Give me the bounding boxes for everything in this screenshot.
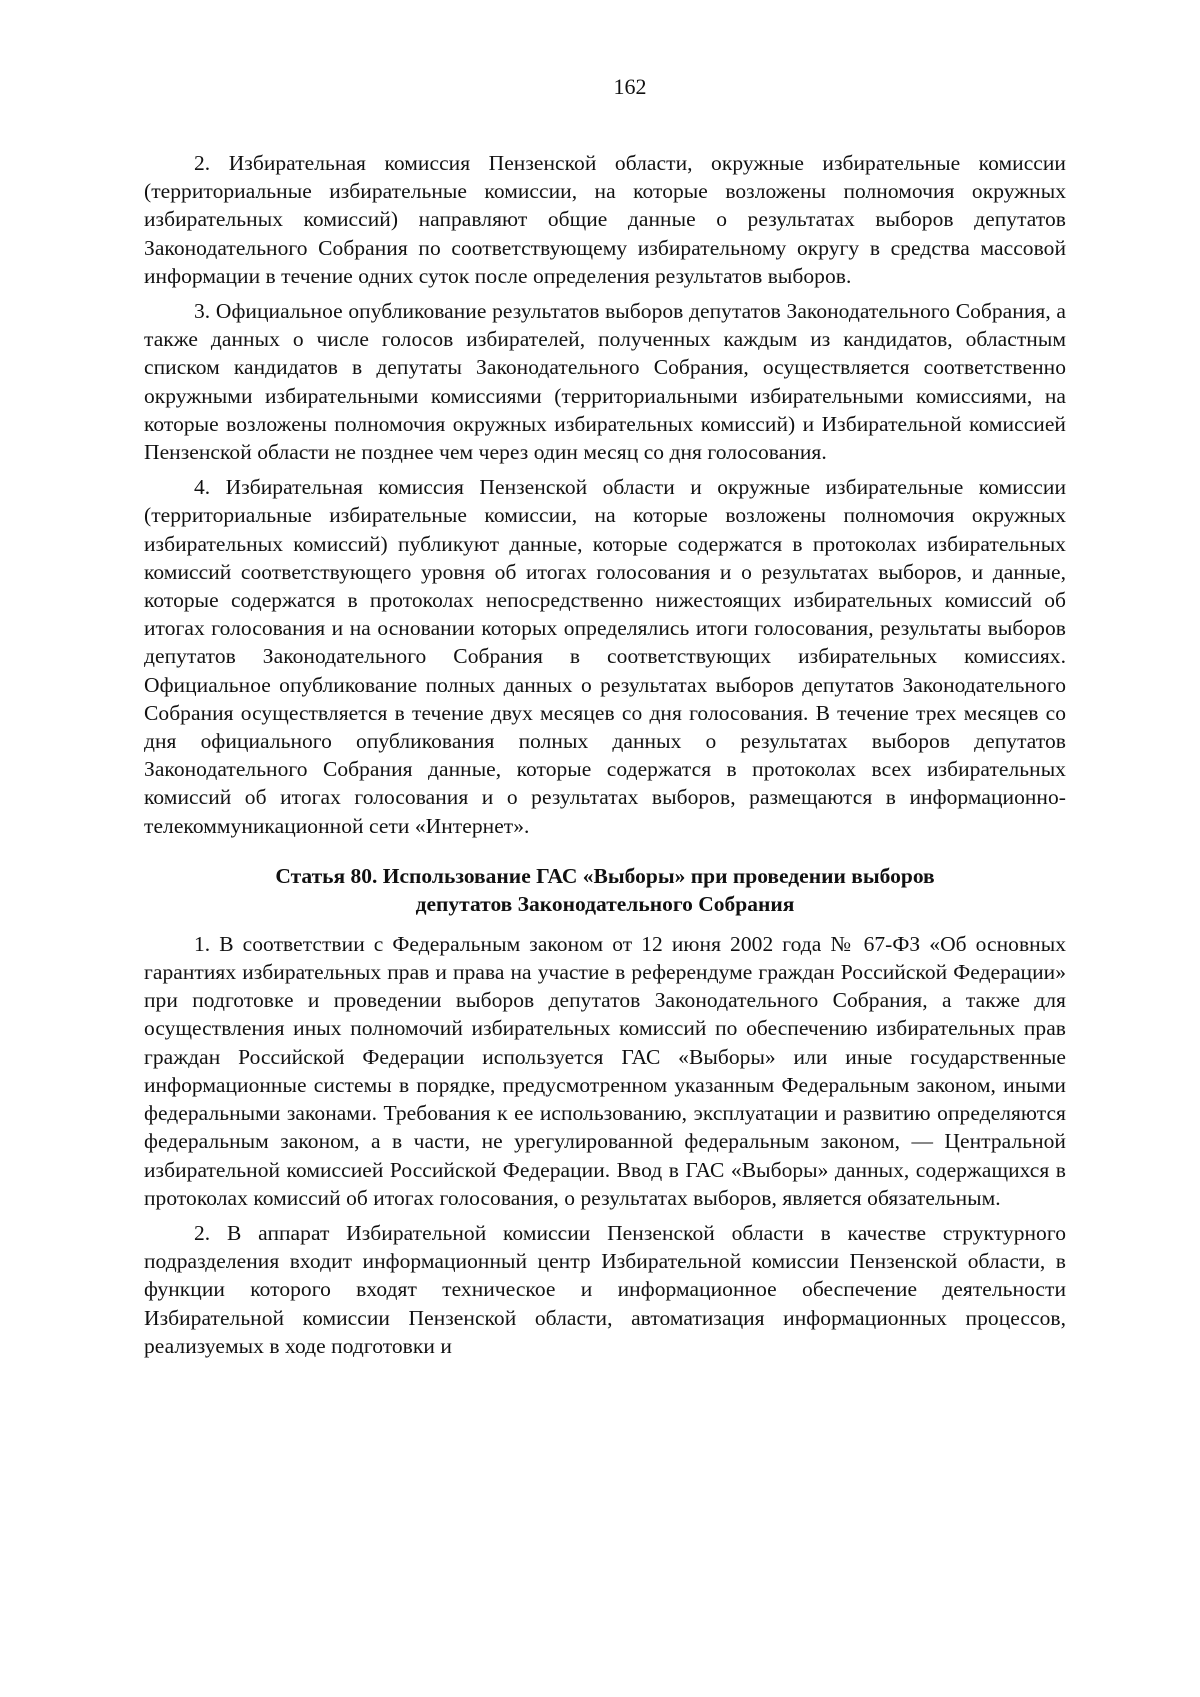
paragraph-4: 4. Избирательная комиссия Пензенской области и окружные избирательные комиссии (территориальные избирательные комиссии, на которые возложены полномочия окружных избирательных комиссий) публикуют данные, которые содержатся в протоколах избирательных комиссий соответствующего уровня об итогах голосования и о результатах выборов, и данные, которые содержатся в протоколах непосредственно нижестоящих избирательных комиссий об итогах голосования и на основании которых определялись итоги голосования, результаты выборов депутатов Законодательного Собрания в соответствующих избирательных комиссиях. Официальное опубликование полных данных о результатах выборов депутатов Законодательного Собрания осуществляется в течение двух месяцев со дня голосования. В течение трех месяцев со дня официального опубликования полных данных о результатах выборов депутатов Законодательного Собрания данные, которые содержатся в протоколах всех избирательных комиссий об итогах голосования и о результатах выборов, размещаются в информационно-телекоммуникационной сети «Интернет». <box>144 475 1066 838</box>
paragraph-3: 3. Официальное опубликование результатов выборов депутатов Законодательного Собрания, а также данных о числе голосов избирателей, полученных каждым из кандидатов, областным списком кандидатов в депутаты Законодательного Собрания, осуществляется соответственно окружными избирательными комиссиями (территориальными избирательными комиссиями, на которые возложены полномочия окружных избирательных комиссий) и Избирательной комиссией Пензенской области не позднее чем через один месяц со дня голосования. <box>144 299 1066 465</box>
article-paragraph-1: 1. В соответствии с Федеральным законом от 12 июня 2002 года № 67-ФЗ «Об основных гарантиях избирательных прав и права на участие в референдуме граждан Российской Федерации» при подготовке и проведении выборов депутатов Законодательного Собрания, а также для осуществления иных полномочий избирательных комиссий по обеспечению избирательных прав граждан Российской Федерации используется ГАС «Выборы» или иные государственные информационные системы в порядке, предусмотренном указанным Федеральным законом, иными федеральными законами. Требования к ее использованию, эксплуатации и развитию определяются федеральным законом, а в части, не урегулированной федеральным законом, — Центральной избирательной комиссией Российской Федерации. Ввод в ГАС «Выборы» данных, содержащихся в протоколах комиссий об итогах голосования, о результатах выборов, является обязательным. <box>144 931 1066 1210</box>
paragraph-2: 2. Избирательная комиссия Пензенской области, окружные избирательные комиссии (территориальные избирательные комиссии, на которые возложены полномочия окружных избирательных комиссий) направляют общие данные о результатах выборов депутатов Законодательного Собрания по соответствующему избирательному округу в средства массовой информации в течение одних суток после определения результатов выборов. <box>144 151 1066 288</box>
article-heading-line-1: Статья 80. Использование ГАС «Выборы» при проведении выборов <box>275 863 935 888</box>
article-heading-line-2: депутатов Законодательного Собрания <box>415 891 795 916</box>
page-number: 162 <box>613 74 647 99</box>
article-paragraph-2: 2. В аппарат Избирательной комиссии Пензенской области в качестве структурного подразделения входит информационный центр Избирательной комиссии Пензенской области, в функции которого входят техническое и информационное обеспечение деятельности Избирательной комиссии Пензенской области, автоматизация информационных процессов, реализуемых в ходе подготовки и <box>144 1220 1066 1358</box>
article-heading <box>144 862 1066 918</box>
